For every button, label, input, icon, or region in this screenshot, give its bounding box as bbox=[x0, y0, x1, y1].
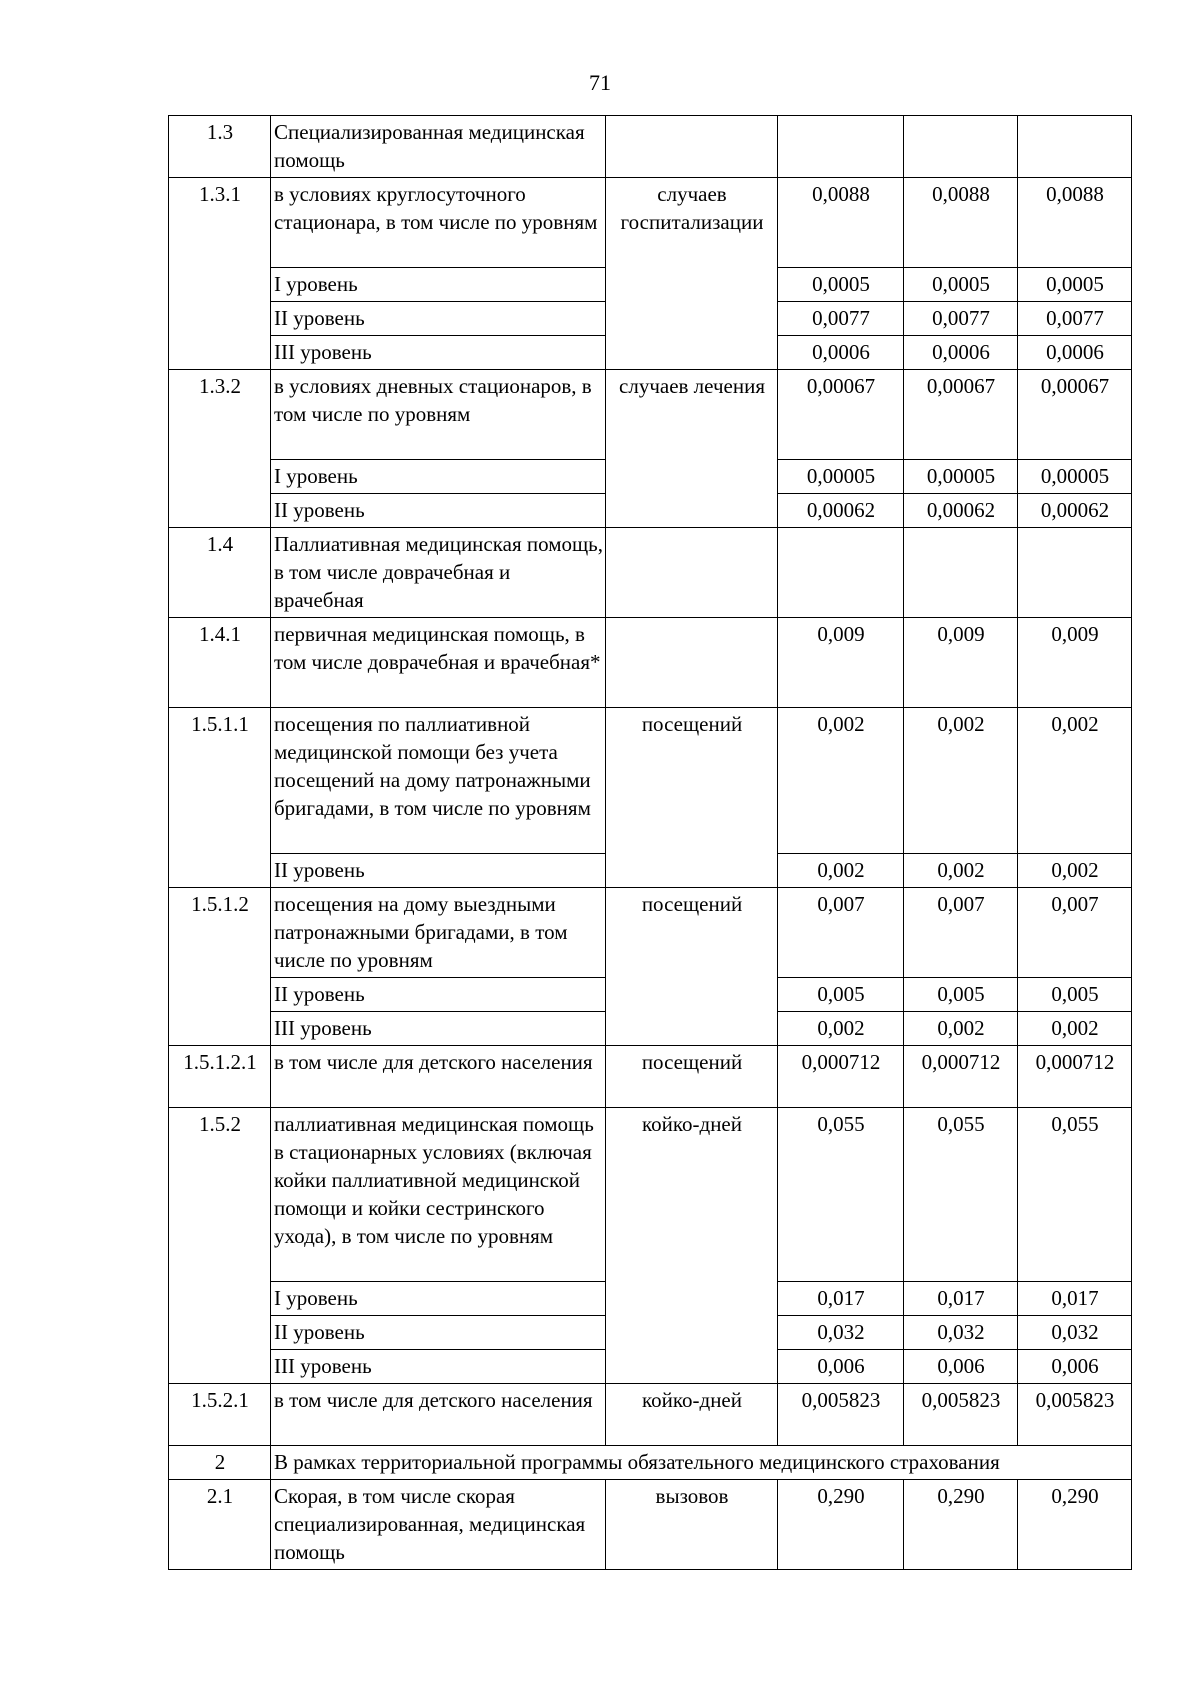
row-value-1: 0,0088 bbox=[778, 178, 904, 268]
row-number: 1.5.1.2 bbox=[169, 888, 271, 1046]
row-value-1: 0,002 bbox=[778, 854, 904, 888]
row-value-1 bbox=[778, 528, 904, 618]
row-value-1: 0,00005 bbox=[778, 460, 904, 494]
row-name: II уровень bbox=[271, 854, 606, 888]
row-unit: койко-дней bbox=[606, 1384, 778, 1446]
row-value-2: 0,00005 bbox=[904, 460, 1018, 494]
row-value-3: 0,00062 bbox=[1018, 494, 1132, 528]
row-value-3: 0,0077 bbox=[1018, 302, 1132, 336]
row-value-3: 0,017 bbox=[1018, 1282, 1132, 1316]
row-value-1: 0,290 bbox=[778, 1480, 904, 1570]
row-value-1: 0,005 bbox=[778, 978, 904, 1012]
row-name: Специализированная медицинская помощь bbox=[271, 116, 606, 178]
row-name: III уровень bbox=[271, 336, 606, 370]
row-value-3: 0,002 bbox=[1018, 708, 1132, 854]
row-value-2: 0,032 bbox=[904, 1316, 1018, 1350]
row-value-2: 0,006 bbox=[904, 1350, 1018, 1384]
row-value-3: 0,007 bbox=[1018, 888, 1132, 978]
row-value-2 bbox=[904, 116, 1018, 178]
row-value-3: 0,290 bbox=[1018, 1480, 1132, 1570]
row-number: 1.5.2 bbox=[169, 1108, 271, 1384]
row-value-2: 0,00062 bbox=[904, 494, 1018, 528]
row-name: посещения по паллиативной медицинской помощи без учета посещений на дому патронажными бригадами, в том числе по уровням bbox=[271, 708, 606, 854]
row-value-2 bbox=[904, 528, 1018, 618]
row-value-1: 0,002 bbox=[778, 708, 904, 854]
row-value-1: 0,0077 bbox=[778, 302, 904, 336]
row-unit: вызовов bbox=[606, 1480, 778, 1570]
row-value-2: 0,00067 bbox=[904, 370, 1018, 460]
row-value-2: 0,0088 bbox=[904, 178, 1018, 268]
section-heading: В рамках территориальной программы обязательного медицинского страхования bbox=[271, 1446, 1132, 1480]
row-value-3: 0,00067 bbox=[1018, 370, 1132, 460]
row-unit: случаев госпитализации bbox=[606, 178, 778, 370]
row-unit: койко-дней bbox=[606, 1108, 778, 1384]
row-value-2: 0,0077 bbox=[904, 302, 1018, 336]
row-name: первичная медицинская помощь, в том числе доврачебная и врачебная* bbox=[271, 618, 606, 708]
table-row bbox=[169, 1046, 1132, 1108]
table-row bbox=[169, 708, 1132, 854]
row-name: Паллиативная медицинская помощь, в том числе доврачебная и врачебная bbox=[271, 528, 606, 618]
row-number: 1.4 bbox=[169, 528, 271, 618]
row-value-1: 0,0005 bbox=[778, 268, 904, 302]
row-name: I уровень bbox=[271, 268, 606, 302]
row-value-2: 0,005 bbox=[904, 978, 1018, 1012]
row-number: 1.3.1 bbox=[169, 178, 271, 370]
row-value-3: 0,005823 bbox=[1018, 1384, 1132, 1446]
row-number: 2.1 bbox=[169, 1480, 271, 1570]
row-name: в том числе для детского населения bbox=[271, 1046, 606, 1108]
table-row bbox=[169, 888, 1132, 978]
row-name: Скорая, в том числе скорая специализированная, медицинская помощь bbox=[271, 1480, 606, 1570]
row-name: в условиях круглосуточного стационара, в том числе по уровням bbox=[271, 178, 606, 268]
row-value-1: 0,007 bbox=[778, 888, 904, 978]
table-row bbox=[169, 618, 1132, 708]
table-row bbox=[169, 370, 1132, 460]
row-value-1: 0,006 bbox=[778, 1350, 904, 1384]
row-value-3: 0,00005 bbox=[1018, 460, 1132, 494]
row-value-3: 0,055 bbox=[1018, 1108, 1132, 1282]
row-number: 1.5.1.2.1 bbox=[169, 1046, 271, 1108]
row-value-1: 0,000712 bbox=[778, 1046, 904, 1108]
row-value-1: 0,002 bbox=[778, 1012, 904, 1046]
row-value-2: 0,0005 bbox=[904, 268, 1018, 302]
row-value-3: 0,0006 bbox=[1018, 336, 1132, 370]
row-number: 1.5.2.1 bbox=[169, 1384, 271, 1446]
norms-table bbox=[168, 115, 1132, 1570]
row-number: 1.5.1.1 bbox=[169, 708, 271, 888]
table-row bbox=[169, 178, 1132, 268]
row-unit: посещений bbox=[606, 708, 778, 888]
row-value-2: 0,017 bbox=[904, 1282, 1018, 1316]
row-value-3: 0,009 bbox=[1018, 618, 1132, 708]
row-value-3: 0,005 bbox=[1018, 978, 1132, 1012]
row-name: II уровень bbox=[271, 1316, 606, 1350]
table-row bbox=[169, 1108, 1132, 1282]
row-number: 2 bbox=[169, 1446, 271, 1480]
row-value-3 bbox=[1018, 528, 1132, 618]
table-row bbox=[169, 116, 1132, 178]
row-name: III уровень bbox=[271, 1012, 606, 1046]
row-unit bbox=[606, 116, 778, 178]
row-value-2: 0,002 bbox=[904, 1012, 1018, 1046]
row-name: II уровень bbox=[271, 302, 606, 336]
row-value-2: 0,002 bbox=[904, 708, 1018, 854]
row-value-2: 0,005823 bbox=[904, 1384, 1018, 1446]
table-row bbox=[169, 1480, 1132, 1570]
row-value-3: 0,002 bbox=[1018, 854, 1132, 888]
row-name: III уровень bbox=[271, 1350, 606, 1384]
row-name: в том числе для детского населения bbox=[271, 1384, 606, 1446]
row-value-1: 0,0006 bbox=[778, 336, 904, 370]
row-value-1: 0,032 bbox=[778, 1316, 904, 1350]
row-unit: посещений bbox=[606, 1046, 778, 1108]
row-name: паллиативная медицинская помощь в стационарных условиях (включая койки паллиативной медицинской помощи и койки сестринского ухода), в том числе по уровням bbox=[271, 1108, 606, 1282]
row-unit: посещений bbox=[606, 888, 778, 1046]
row-value-3: 0,032 bbox=[1018, 1316, 1132, 1350]
page-number: 71 bbox=[589, 70, 611, 95]
row-value-3: 0,0005 bbox=[1018, 268, 1132, 302]
row-name: I уровень bbox=[271, 460, 606, 494]
row-number: 1.3 bbox=[169, 116, 271, 178]
row-value-1: 0,017 bbox=[778, 1282, 904, 1316]
row-value-1: 0,00067 bbox=[778, 370, 904, 460]
row-value-1 bbox=[778, 116, 904, 178]
row-number: 1.3.2 bbox=[169, 370, 271, 528]
row-value-1: 0,00062 bbox=[778, 494, 904, 528]
row-unit bbox=[606, 528, 778, 618]
row-value-1: 0,009 bbox=[778, 618, 904, 708]
row-value-3: 0,0088 bbox=[1018, 178, 1132, 268]
row-value-3 bbox=[1018, 116, 1132, 178]
row-unit bbox=[606, 618, 778, 708]
row-value-2: 0,0006 bbox=[904, 336, 1018, 370]
row-value-2: 0,055 bbox=[904, 1108, 1018, 1282]
row-number: 1.4.1 bbox=[169, 618, 271, 708]
row-value-3: 0,002 bbox=[1018, 1012, 1132, 1046]
row-value-2: 0,009 bbox=[904, 618, 1018, 708]
row-unit: случаев лечения bbox=[606, 370, 778, 528]
row-value-2: 0,000712 bbox=[904, 1046, 1018, 1108]
table-row bbox=[169, 1384, 1132, 1446]
row-name: I уровень bbox=[271, 1282, 606, 1316]
row-name: в условиях дневных стационаров, в том числе по уровням bbox=[271, 370, 606, 460]
row-value-1: 0,055 bbox=[778, 1108, 904, 1282]
row-value-2: 0,002 bbox=[904, 854, 1018, 888]
row-value-2: 0,290 bbox=[904, 1480, 1018, 1570]
row-value-3: 0,006 bbox=[1018, 1350, 1132, 1384]
row-value-1: 0,005823 bbox=[778, 1384, 904, 1446]
row-value-3: 0,000712 bbox=[1018, 1046, 1132, 1108]
table-row bbox=[169, 1446, 1132, 1480]
table-row bbox=[169, 528, 1132, 618]
row-value-2: 0,007 bbox=[904, 888, 1018, 978]
row-name: II уровень bbox=[271, 494, 606, 528]
row-name: II уровень bbox=[271, 978, 606, 1012]
row-name: посещения на дому выездными патронажными бригадами, в том числе по уровням bbox=[271, 888, 606, 978]
